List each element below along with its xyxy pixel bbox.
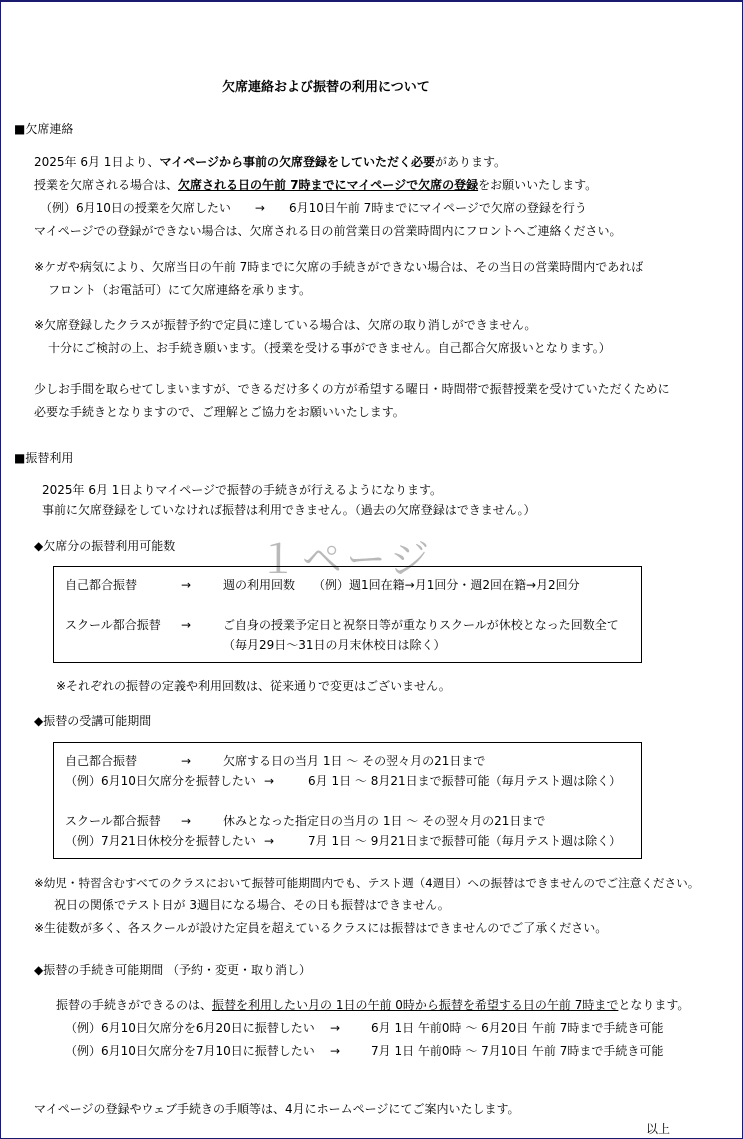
makeup-intro-b: 事前に欠席登録をしていなければ振替は利用できません。（過去の欠席登録はできません。） xyxy=(42,503,536,517)
frame-top-border xyxy=(0,0,743,2)
absence-note-1a: ※ケガや病気により、欠席当日の午前 7時までに欠席の手続きができない場合は、その当日の営業時間内であれば xyxy=(34,260,644,274)
period-row1-arrow: → xyxy=(181,754,192,768)
period-row2-example-range: 7月 1日 ～ 9月21日まで振替可能（毎月テスト週は除く） xyxy=(308,834,622,848)
absence-closing-b: 必要な手続きとなりますので、ご理解とご協力をお願いいたします。 xyxy=(34,405,405,419)
period-note-1: ※幼児・特習含むすべてのクラスにおいて振替可能期間内でも、テスト週（4週目）への振替はできませんのでご注意ください。 xyxy=(34,876,700,890)
period-row1-label: 自己都合振替 xyxy=(65,754,138,768)
absence-closing-a: 少しお手間を取らせてしまいますが、できるだけ多くの方が希望する曜日・時間帯で振替授業を受けていただくために xyxy=(34,382,670,396)
period-row1-example-range: 6月 1日 ～ 8月21日まで振替可能（毎月テスト週は除く） xyxy=(308,774,622,788)
absence-note-2b: 十分にご検討の上、お手続き願います。（授業を受ける事ができません。自己都合欠席扱いとなります。） xyxy=(48,341,611,355)
count-row2-arrow: → xyxy=(181,618,192,632)
count-row2-value-b: （毎月29日～31日の月末休校日は除く） xyxy=(223,638,446,652)
procedure-example-2: （例）6月10日欠席分を7月10日に振替したい xyxy=(65,1044,315,1058)
page-title: 欠席連絡および振替の利用について xyxy=(222,80,430,95)
count-row1-label: 自己都合振替 xyxy=(65,578,138,592)
count-row1-value: 週の利用回数 （例）週1回在籍→月1回分・週2回在籍→月2回分 xyxy=(223,578,580,592)
period-note-2: 祝日の関係でテスト日が 3週目になる場合、その日も振替はできません。 xyxy=(54,898,450,912)
footer-notice: マイページの登録やウェブ手続きの手順等は、4月にホームページにてご案内いたします。 xyxy=(34,1102,520,1116)
footer-end-mark: 以上 xyxy=(646,1122,671,1136)
procedure-example-1: （例）6月10日欠席分を6月20日に振替したい xyxy=(65,1021,315,1035)
absence-line-4: マイページでの登録ができない場合は、欠席される日の前営業日の営業時間内にフロントへご連絡ください。 xyxy=(34,224,622,238)
count-row2-value-a: ご自身の授業予定日と祝祭日等が重なりスクールが休校となった回数全て xyxy=(223,618,619,632)
period-heading: ◆振替の受講可能期間 xyxy=(34,714,152,728)
period-row1-value: 欠席する日の当月 1日 ～ その翌々月の21日まで xyxy=(223,754,486,768)
absence-example: （例）6月10日の授業を欠席したい → 6月10日午前 7時までにマイページで欠席の登録を行う xyxy=(40,201,587,215)
absence-line-1: 2025年 6月 1日より、マイページから事前の欠席登録をしていただく必要があります。 xyxy=(34,155,507,169)
count-row1-arrow: → xyxy=(181,578,192,592)
period-row2-example: （例）7月21日休校分を振替したい xyxy=(65,834,256,848)
procedure-example-1-range: 6月 1日 午前0時 ～ 6月20日 午前 7時まで手続き可能 xyxy=(371,1021,664,1035)
absence-note-1b: フロント（お電話可）にて欠席連絡を承ります。 xyxy=(48,283,312,297)
makeup-section-heading: ■振替利用 xyxy=(14,451,74,465)
absence-section-heading: ■欠席連絡 xyxy=(14,122,74,136)
makeup-intro-a: 2025年 6月 1日よりマイページで振替の手続きが行えるようになります。 xyxy=(42,483,443,497)
period-row2-label: スクール都合振替 xyxy=(65,814,161,828)
absence-line-2: 授業を欠席される場合は、欠席される日の午前 7時までにマイページで欠席の登録をお願いいたします。 xyxy=(34,178,598,192)
procedure-example-2-arrow: → xyxy=(330,1044,341,1058)
period-row2-value: 休みとなった指定日の当月の 1日 ～ その翌々月の21日まで xyxy=(223,814,546,828)
procedure-example-2-range: 7月 1日 午前0時 ～ 7月10日 午前 7時まで手続き可能 xyxy=(371,1044,664,1058)
absence-note-2a: ※欠席登録したクラスが振替予約で定員に達している場合は、欠席の取り消しができません。 xyxy=(34,318,537,332)
period-row1-example: （例）6月10日欠席分を振替したい xyxy=(65,774,256,788)
frame-left-border xyxy=(0,0,1,1139)
page-watermark: １ページ xyxy=(258,537,434,583)
count-row2-label: スクール都合振替 xyxy=(65,618,161,632)
procedure-example-1-arrow: → xyxy=(330,1021,341,1035)
procedure-line-1: 振替の手続きができるのは、振替を利用したい月の 1日の午前 0時から振替を希望する日の午前 7時までとなります。 xyxy=(56,998,690,1012)
count-note: ※それぞれの振替の定義や利用回数は、従来通りで変更はございません。 xyxy=(56,679,451,693)
period-row2-example-arrow: → xyxy=(264,834,275,848)
period-row1-example-arrow: → xyxy=(264,774,275,788)
count-heading: ◆欠席分の振替利用可能数 xyxy=(34,539,176,553)
period-note-3: ※生徒数が多く、各スクールが設けた定員を超えているクラスには振替はできませんのでご了承ください。 xyxy=(34,921,608,935)
period-row2-arrow: → xyxy=(181,814,192,828)
procedure-heading: ◆振替の手続き可能期間 （予約・変更・取り消し） xyxy=(34,963,312,977)
